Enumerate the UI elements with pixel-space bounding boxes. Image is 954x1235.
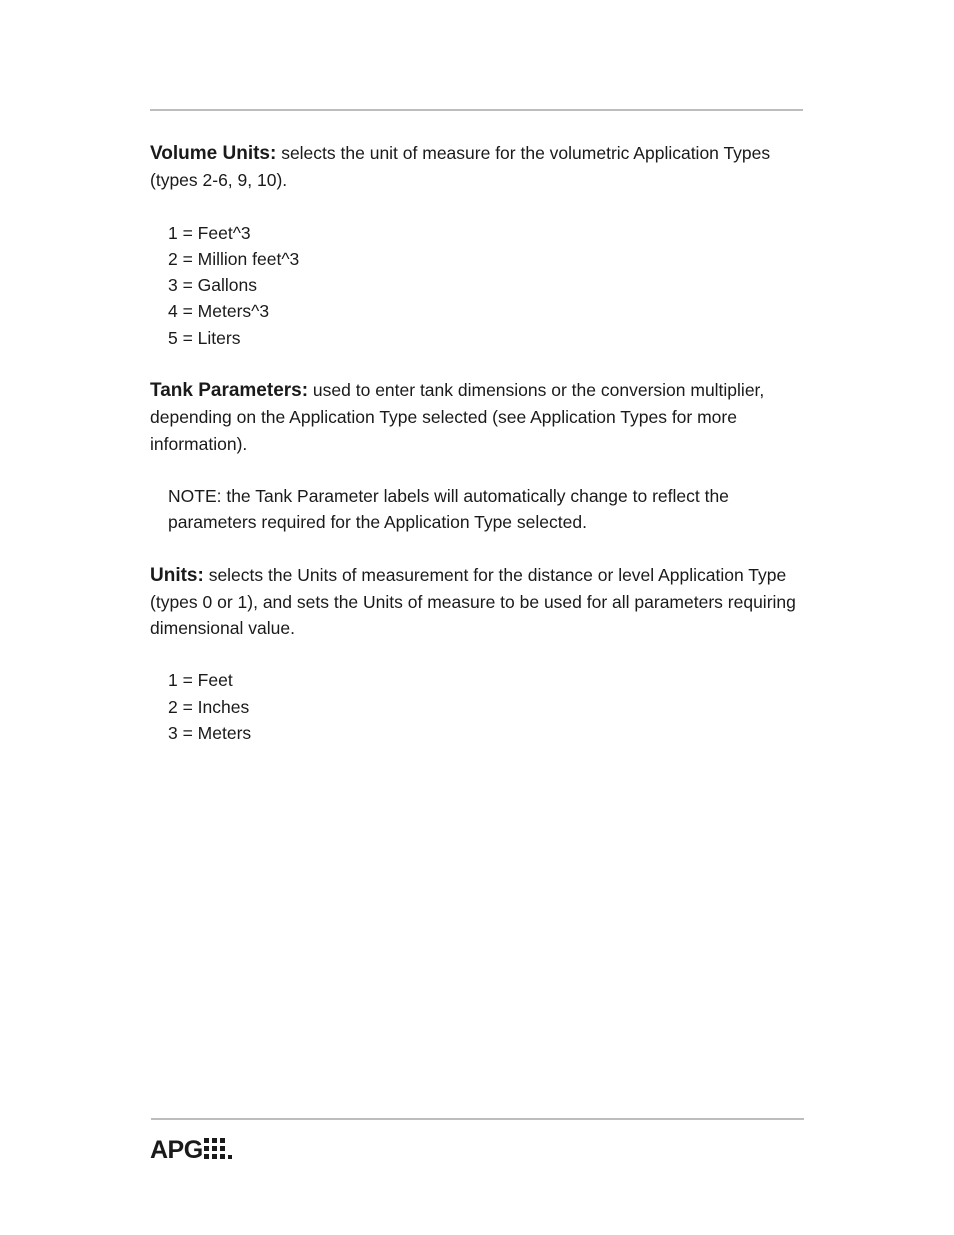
volume-units-description: selects the unit of measure for the volumetric Application Types (types 2-6, 9, 10).: [150, 143, 771, 191]
list-item: 5 = Liters: [168, 327, 241, 348]
list-item: 1 = Feet: [168, 670, 233, 691]
page-content: [150, 140, 810, 746]
footer-divider: [151, 1118, 804, 1120]
list-item: 2 = Million feet^3: [168, 248, 300, 269]
units-paragraph: [150, 562, 810, 642]
tank-parameters-note: NOTE: the Tank Parameter labels will automatically change to reflect the parameters required for the Application Type selected.: [168, 485, 729, 533]
apg-dot-grid-icon: [204, 1138, 234, 1160]
logo-wordmark: APG: [150, 1136, 203, 1164]
units-description: selects the Units of measurement for the distance or level Application Type (types 0 or 1), and sets the Units of measure to be used for all parameters requiring dimensional value.: [150, 564, 796, 639]
volume-units-term: Volume Units:: [150, 143, 277, 164]
apg-logo: [150, 1136, 234, 1162]
units-options: [150, 667, 810, 746]
tank-parameters-description: used to enter tank dimensions or the conversion multiplier, depending on the Application Type selected (see Application Types for more information).: [150, 380, 765, 454]
list-item: 3 = Gallons: [168, 275, 258, 296]
tank-parameters-paragraph: [150, 377, 810, 457]
list-item: 1 = Feet^3: [168, 222, 251, 243]
units-term: Units:: [150, 564, 204, 586]
volume-units-options: [150, 220, 810, 351]
list-item: 2 = Inches: [168, 696, 250, 717]
volume-units-paragraph: [150, 140, 810, 194]
list-item: 4 = Meters^3: [168, 301, 270, 322]
tank-parameters-term: Tank Parameters:: [150, 380, 309, 402]
header-divider: [150, 109, 803, 111]
list-item: 3 = Meters: [168, 723, 252, 744]
